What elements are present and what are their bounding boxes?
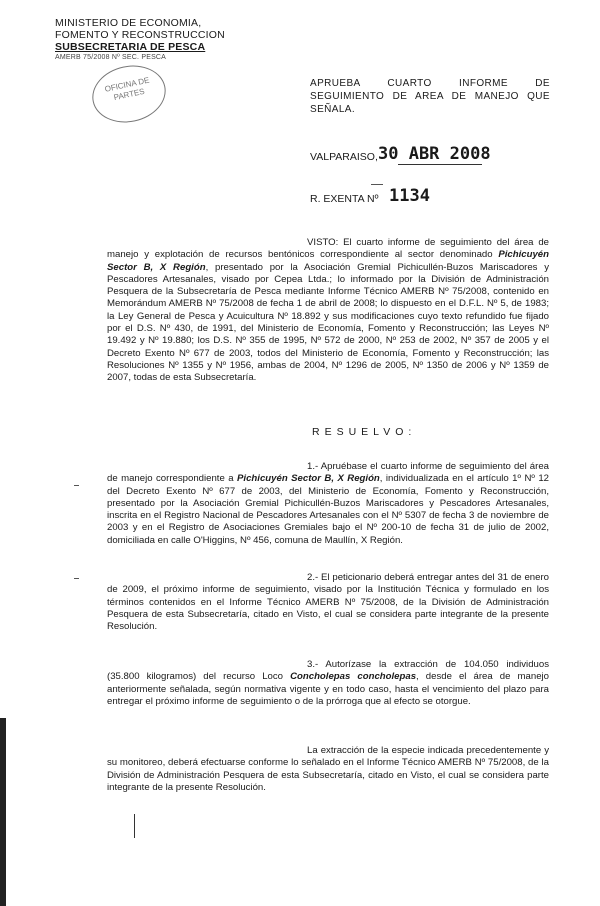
ministry-name-line2: FOMENTO Y RECONSTRUCCION	[55, 29, 225, 41]
city-label: VALPARAISO,	[310, 151, 378, 163]
article-2	[107, 572, 549, 633]
article-3-text-rest: , desde el área de manejo anteriormente señalada, según normativa vigente y en todo caso, hasta el vencimiento del plazo para entregar el próximo informe de seguimiento o de la prórroga que al efecto se otorgue.	[107, 671, 549, 707]
number-mark	[371, 184, 383, 185]
exenta-number: 1134	[389, 186, 430, 206]
species-name: Concholepas concholepas	[290, 671, 417, 683]
margin-mark	[134, 814, 135, 838]
article-1-text-rest: , individualizada en el artículo 1º Nº 12 del Decreto Exento Nº 677 de 2003, del Ministerio de Economía, Fomento y Reconstrucción, presentado por la Asociación Gremial Pichicullén-Buzos Mariscadores y Pescadores Artesanales, inscrita en el Registro Nacional de Pescadores Artesanales con el Nº 5307 de fecha 3 de noviembre de 2003 y en el Registro de Asociaciones Gremiales bajo el Nº 200-10 de fecha 31 de julio de 2002, domiciliada en calle O'Higgins, Nº 456, comuna de Maullín, X Región.	[107, 473, 549, 546]
margin-tick	[74, 578, 79, 579]
date-underline	[398, 164, 482, 165]
extraction-paragraph	[107, 745, 549, 794]
subsecretaria-name: SUBSECRETARIA DE PESCA	[55, 41, 206, 53]
article-3	[107, 659, 549, 708]
ministry-name-line1: MINISTERIO DE ECONOMIA,	[55, 17, 202, 29]
document-subject: APRUEBA CUARTO INFORME DE SEGUIMIENTO DE AREA DE MANEJO QUE SEÑALA.	[310, 78, 550, 115]
article-3-text: 3.- Autorízase la extracción de 104.050 individuos (35.800 kilogramos) del recurso Loco	[107, 659, 549, 683]
visto-text-rest: , presentado por la Asociación Gremial Pichicullén-Buzos Mariscadores y Pescadores Artesanales, visado por Cepea Ltda.; lo informado por la División de Administración Pesquera de la Subsecretaría de Pesca mediante Informe Técnico AMERB Nº 75/2008, contenido en Memorándum AMERB Nº 75/2008 de fecha 1 de abril de 2008; lo dispuesto en el D.F.L. Nº 5, de 1983; la Ley General de Pesca y Acuicultura Nº 18.892 y sus modificaciones cuyo texto refundido fue fijado por el D.S. Nº 430, de 1991, del Ministerio de Economía, Fomento y Reconstrucción; las Leyes Nº 19.492 y Nº 19.880; los D.S. Nº 355 de 1995, Nº 572 de 2000, Nº 253 de 2002, Nº 357 de 2005 y el Decreto Exento Nº 677 de 2003, todos del Ministerio de Economía, Fomento y Reconstrucción; las Resoluciones Nº 1355 y Nº 1956, ambas de 2004, Nº 1296 de 2005, Nº 1350 de 2006 y Nº 1359 de 2007, todas de esta Subsecretaría.	[107, 261, 550, 384]
extraction-text: La extracción de la especie indicada precedentemente y su monitoreo, deberá efectuarse conforme lo señalado en el Informe Técnico AMERB Nº 75/2008, de la División de Administración Pesquera de esta Subsecretaría, citado en Visto, el cual se considera parte integrante de la presente Resolución.	[107, 745, 549, 793]
sector-name: Pichicuyén Sector B, X Región	[107, 249, 549, 273]
office-stamp	[87, 59, 171, 129]
exenta-label: R. EXENTA Nº	[310, 193, 379, 205]
sector-name: Pichicuyén Sector B, X Región	[237, 473, 380, 485]
visto-text: VISTO: El cuarto informe de seguimiento del área de manejo y explotación de recursos bentónicos correspondiente al sector denominado	[107, 237, 549, 261]
article-1	[107, 461, 549, 547]
resuelvo-heading: RESUELVO:	[312, 426, 417, 438]
stamped-date: 30 ABR 2008	[378, 144, 491, 164]
scan-edge	[0, 718, 6, 906]
stamp-text: OFICINA DE PARTES	[103, 75, 151, 103]
reference-code: AMERB 75/2008 Nº SEC. PESCA	[55, 54, 167, 61]
article-1-text: 1.- Apruébase el cuarto informe de seguimiento del área de manejo correspondiente a	[107, 461, 549, 485]
visto-paragraph	[107, 237, 549, 385]
margin-tick	[74, 485, 79, 486]
article-2-text: 2.- El peticionario deberá entregar antes del 31 de enero de 2009, el próximo informe de seguimiento, visado por la Institución Técnica y formulado en los términos contenidos en el Informe Técnico AMERB Nº 75/2008, de la División de Administración Pesquera de esta Subsecretaría, citado en Visto, el cual se considera parte integrante de la presente Resolución.	[107, 572, 549, 633]
letterhead	[55, 17, 225, 62]
